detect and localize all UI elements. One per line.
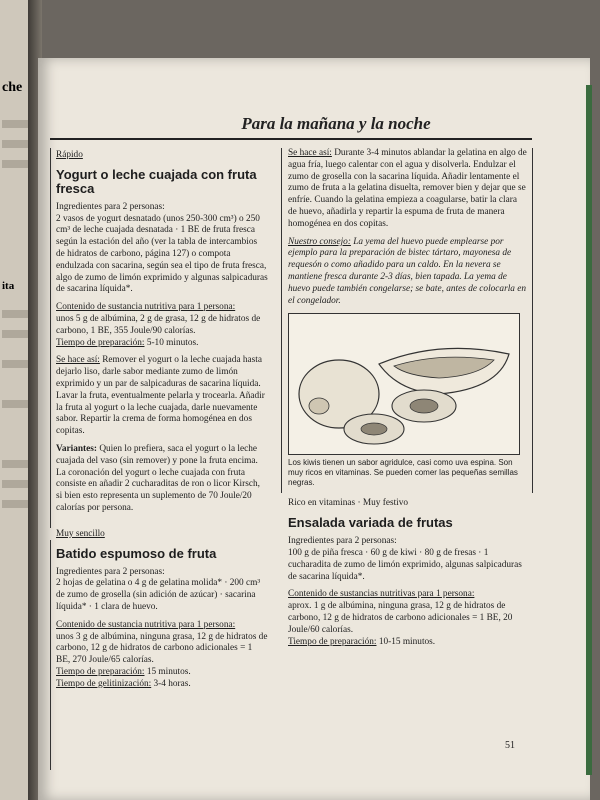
ingredients-yogurt: Ingredientes para 2 personas: 2 vasos de yogurt desnatado (unos 250-300 cm³) o 250 cm³ de leche cuajada desnatada · 1 BE de fruta fresca según la estación del año (ver la tabla de intercambios de hidratos de carbono, página 127) o compota endulzada con sacarina, según sea el tipo de fruta fresca, algo de zumo de limón exprimido y algunas salpicaduras de sacarina líquida*. [56, 201, 268, 295]
method-batido: Se hace así: Durante 3-4 minutos ablandar la gelatina en algo de agua fría, luego calentar con el agua y disolverla. Endulzar el zumo de grosella con la sacarina líquida. Añadir lentamente el zumo de fruta a la gelatina disuelta, remover bien y dejar que se enfríe. Cuando la gelatina empieza a coagularse, batir la clara de huevo, añadirla y repartir la espuma de fruta de manera homogénea en dos copitas. [288, 148, 527, 229]
right-column-bar [532, 148, 533, 493]
page-header: Para la mañana y la noche [241, 114, 431, 133]
tag-rico-vitaminas: Rico en vitaminas · Muy festivo [288, 498, 409, 509]
ingredients-ensalada: Ingredientes para 2 personas: 100 g de piña fresca · 60 g de kiwi · 80 g de fresas · 1 cucharadita de zumo de limón exprimido, algunas salpicaduras de sacarina líquida*. [288, 536, 522, 582]
header-rule [50, 138, 532, 140]
left-column-bar [50, 148, 51, 528]
fruit-illustration [288, 313, 520, 455]
kiwi-papaya-drawing [289, 314, 519, 454]
method-yogurt: Se hace así: Remover el yogurt o la leche cuajada hasta dejarlo liso, darle sabor mediante zumo de limón exprimido y un par de salpicaduras de sacarina líquida. Lavar la fruta, eventualmente pelarla y trocearla. Añadir la fruta al yogurt o la leche cuajada, darle nuevamente sabor. Repartir la crema de forma homogénea en dos copitas. [56, 355, 265, 437]
left-column-bar-2 [50, 540, 51, 770]
left-column [56, 148, 268, 696]
nutrition-batido: Contenido de sustancia nutritiva para 1 persona: unos 3 g de albúmina, ninguna grasa, 12 g de hidratos de carbono, 12 g de hidratos de carbono adicionales = 1 BE, 270 Joule/65 calorías. Tiempo de preparación: 15 minutos. Tiempo de gelitinización: 3-4 horas. [56, 619, 268, 689]
tag-muy-sencillo: Muy sencillo [56, 528, 105, 539]
center-column-bar [281, 148, 282, 493]
ingredients-batido: Ingredientes para 2 personas: 2 hojas de gelatina o 4 g de gelatina molida* · 200 cm³ de zumo de grosella (sin adición de azúcar) · sacarina líquida* · 1 clara de huevo. [56, 566, 261, 612]
tag-rapido: Rápido [56, 150, 83, 160]
recipe-title-yogurt: Yogurt o leche cuajada con fruta fresca [56, 166, 257, 196]
recipe-title-batido: Batido espumoso de fruta [56, 545, 217, 561]
nutrition-ensalada: Contenido de sustancias nutritivas para 1 persona: aprox. 1 g de albúmina, ninguna grasa, 12 g de hidratos de carbono, 12 g de hidratos de carbono adicionales = 1 BE, 20 Joule/60 calorías. Tiempo de preparación: 10-15 minutos. [288, 589, 513, 647]
nutrition-yogurt: Contenido de sustancia nutritiva para 1 persona: unos 5 g de albúmina, 2 g de grasa, 12 g de hidratos de carbono, 1 BE, 355 Joule/90 calorías. Tiempo de preparación: 5-10 minutos. [56, 302, 261, 348]
green-edge [586, 85, 592, 775]
facing-page-fragment: che [2, 80, 23, 95]
right-column [288, 148, 528, 654]
page-number: 51 [505, 740, 515, 751]
variants-yogurt: Variantes: Quien lo prefiera, saca el yogurt o la leche cuajada del vaso (sin remover) y pone la fruta encima. La coronación del yogurt o leche cuajada con fruta consiste en añadir 2 cucharaditas de ron o licor Kirsch, si bien esto representa un suplemento de 70 Joule/20 calorías por persona. [56, 443, 260, 513]
tip-consejo: Nuestro consejo: La yema del huevo puede emplearse por ejemplo para la preparación de bistec tártaro, mayonesa de requesón o como añadido para un caldo. En la nevera se mantiene fresca durante 2-3 días, bien tapada. La yema de huevo puede también congelarse; se bate, antes de colocarla en el congelador. [288, 236, 527, 306]
recipe-title-ensalada: Ensalada variada de frutas [288, 515, 453, 531]
illustration-caption: Los kiwis tienen un sabor agridulce, casi como uva espina. Son muy ricos en vitaminas. Se pueden comer las pequeñas semillas negras. [288, 458, 518, 488]
facing-page-fragment: ita [2, 280, 15, 292]
